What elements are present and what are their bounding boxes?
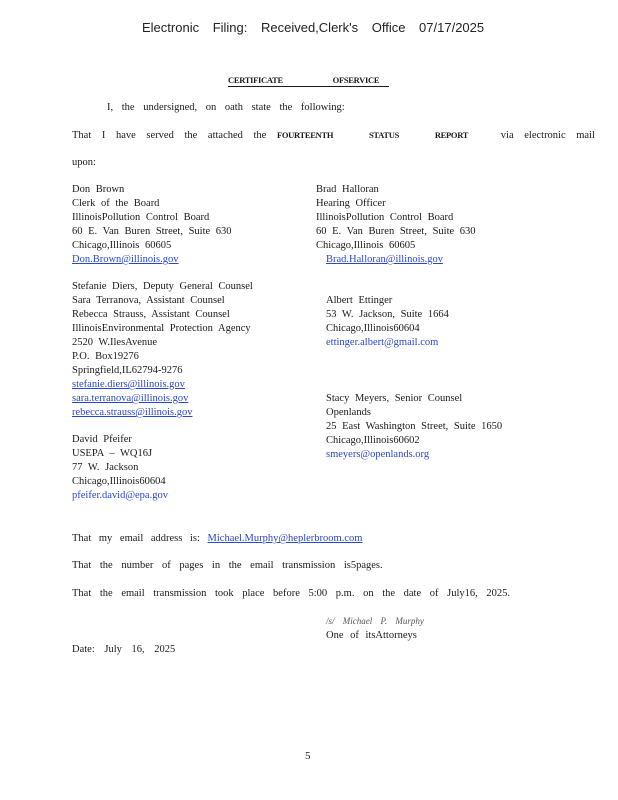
date-line: Date: July 16, 2025 bbox=[72, 644, 176, 655]
attorney-line: One of itsAttorneys bbox=[326, 630, 417, 641]
page-number: 5 bbox=[305, 750, 311, 762]
recipient-line: USEPA – WQ16J bbox=[72, 448, 153, 459]
served-document-name: FOURTEENTH STATUS REPORT bbox=[276, 130, 469, 140]
served-suffix: via electronic mail bbox=[500, 130, 595, 141]
email-link[interactable]: Brad.Halloran@illinois.gov bbox=[326, 254, 443, 265]
certificate-title: CERTIFICATE OFSERVICE bbox=[228, 75, 380, 85]
certificate-title-underline bbox=[228, 86, 389, 87]
recipient-line: 77 W. Jackson bbox=[72, 462, 139, 473]
recipient-line: 60 E. Van Buren Street, Suite 630 bbox=[316, 226, 476, 237]
recipient-line: Hearing Officer bbox=[316, 198, 386, 209]
recipient-line: Don Brown bbox=[72, 184, 125, 195]
recipient-line: P.O. Box19276 bbox=[72, 351, 139, 362]
recipient-line: Chicago,Illinois60602 bbox=[326, 435, 420, 446]
recipient-line: Brad Halloran bbox=[316, 184, 379, 195]
recipient-albert-ettinger bbox=[326, 294, 449, 350]
recipient-line: 60 E. Van Buren Street, Suite 630 bbox=[72, 226, 232, 237]
recipient-line: IllinoisPollution Control Board bbox=[316, 212, 454, 223]
recipient-line: IllinoisPollution Control Board bbox=[72, 212, 210, 223]
email-address-prefix: That my email address is: bbox=[72, 533, 200, 544]
recipient-don-brown bbox=[72, 183, 232, 267]
recipient-line: Clerk of the Board bbox=[72, 198, 160, 209]
recipient-line: Chicago,Illinois 60605 bbox=[72, 240, 172, 251]
recipient-line: 25 East Washington Street, Suite 1650 bbox=[326, 421, 503, 432]
recipient-stacy-meyers bbox=[326, 392, 502, 462]
upon-label: upon: bbox=[72, 157, 96, 168]
signature: /s/ Michael P. Murphy bbox=[326, 616, 424, 626]
sender-email-link[interactable]: Michael.Murphy@heplerbroom.com bbox=[207, 533, 363, 544]
email-link[interactable]: Don.Brown@illinois.gov bbox=[72, 254, 179, 265]
pages-line: That the number of pages in the email transmission is5pages. bbox=[72, 560, 383, 571]
recipient-line: Openlands bbox=[326, 407, 371, 418]
email-address-line bbox=[72, 532, 388, 546]
email-link[interactable]: sara.terranova@illinois.gov bbox=[72, 393, 189, 404]
recipient-brad-halloran bbox=[316, 183, 476, 267]
recipient-line: Stefanie Diers, Deputy General Counsel bbox=[72, 281, 253, 292]
served-line bbox=[72, 128, 595, 143]
intro-line: I, the undersigned, on oath state the following: bbox=[107, 102, 345, 113]
recipient-line: Albert Ettinger bbox=[326, 295, 393, 306]
email-link[interactable]: ettinger.albert@gmail.com bbox=[326, 337, 439, 348]
served-prefix: That I have served the attached the bbox=[72, 130, 267, 141]
recipient-line: Stacy Meyers, Senior Counsel bbox=[326, 393, 463, 404]
email-link[interactable]: rebecca.strauss@illinois.gov bbox=[72, 407, 193, 418]
recipient-david-pfeifer bbox=[72, 433, 168, 503]
email-link[interactable]: smeyers@openlands.org bbox=[326, 449, 430, 460]
recipient-line: Sara Terranova, Assistant Counsel bbox=[72, 295, 225, 306]
recipient-line: Chicago,Illinois60604 bbox=[326, 323, 420, 334]
recipient-line: 53 W. Jackson, Suite 1664 bbox=[326, 309, 449, 320]
recipient-line: Chicago,Illinois 60605 bbox=[316, 240, 416, 251]
email-link[interactable]: pfeifer.david@epa.gov bbox=[72, 490, 168, 501]
transmission-time-line: That the email transmission took place before 5:00 p.m. on the date of July16, 2025. bbox=[72, 588, 511, 599]
recipient-line: Springfield,IL62794-9276 bbox=[72, 365, 183, 376]
email-link[interactable]: stefanie.diers@illinois.gov bbox=[72, 379, 185, 390]
recipient-line: Chicago,Illinois60604 bbox=[72, 476, 166, 487]
recipient-line: 2520 W.IlesAvenue bbox=[72, 337, 158, 348]
recipient-line: IllinoisEnvironmental Protection Agency bbox=[72, 323, 251, 334]
recipient-iepa bbox=[72, 280, 253, 420]
filing-stamp-header: Electronic Filing: Received,Clerk's Office 07/17/2025 bbox=[142, 20, 485, 35]
recipient-line: Rebecca Strauss, Assistant Counsel bbox=[72, 309, 230, 320]
recipient-line: David Pfeifer bbox=[72, 434, 132, 445]
